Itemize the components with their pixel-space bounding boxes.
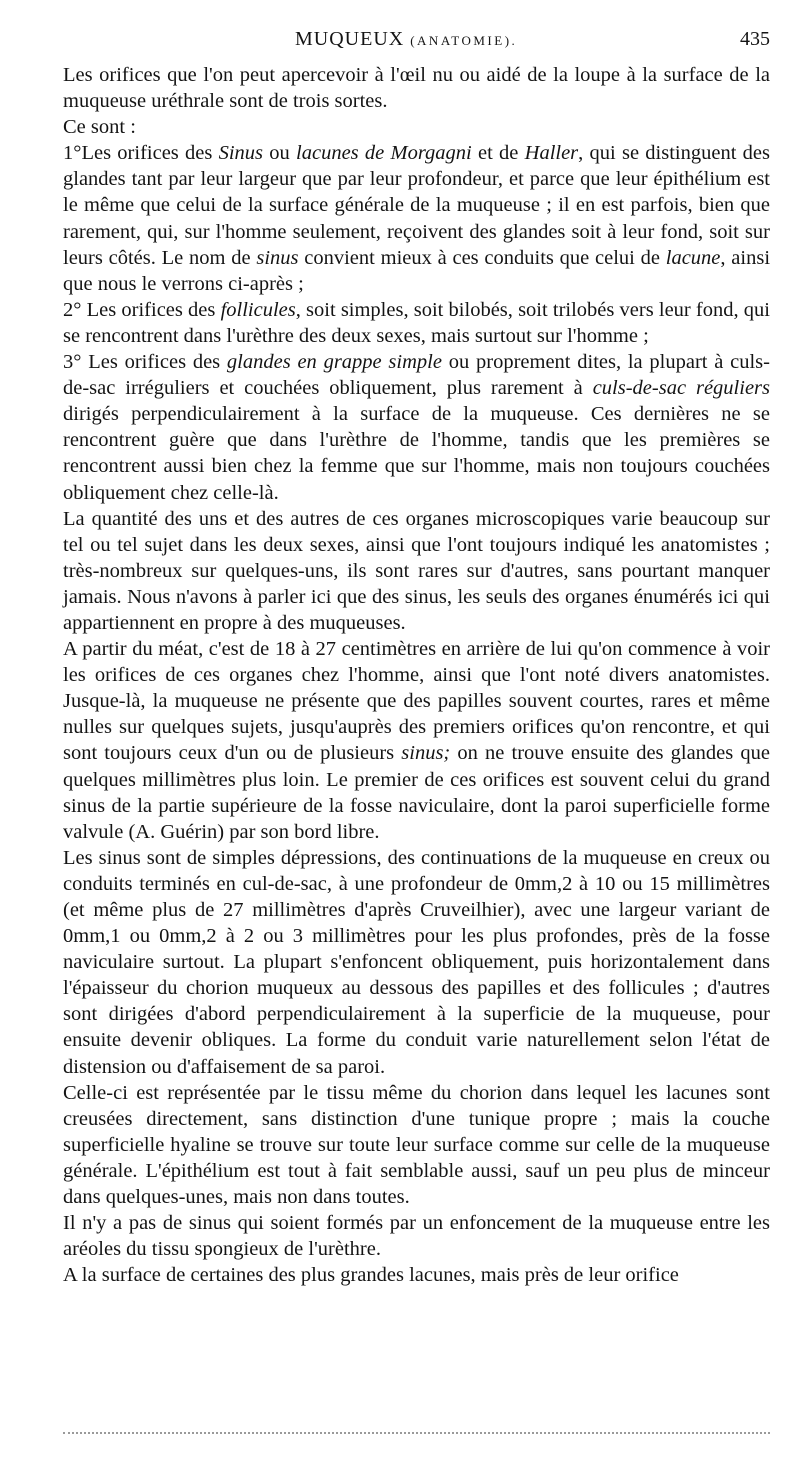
text-run: 3° Les orifices des (63, 351, 227, 374)
paragraph-p4 (63, 297, 770, 349)
italic-term: sinus; (401, 742, 451, 765)
italic-term: glandes en grappe simple (226, 351, 442, 374)
italic-term: sinus (256, 246, 299, 269)
text-run: ou proprement dites, la plupart à culs-de-sac irréguliers et couchées obliquement, plus rarement à (63, 351, 770, 400)
running-title-main: MUQUEUX (295, 28, 405, 50)
text-run: et de (471, 142, 525, 165)
text-run: La quantité des uns et des autres de ces organes microscopiques varie beaucoup sur tel ou tel sujet dans les deux sexes, ainsi que l'ont toujours indiqué les anatomistes ; très-nombreux sur quelques-uns, ils sont rares sur d'autres, sans pourtant manquer jamais. Nous n'avons à parler ici que des sinus, les seuls des organes énumérés ici qui appartiennent en propre à des muqueuses. (63, 507, 770, 634)
text-run: Les orifices que l'on peut apercevoir à l'œil nu ou aidé de la loupe à la surface de la muqueuse uréthrale sont de trois sortes. (63, 64, 770, 113)
page (63, 0, 770, 1475)
paragraph-p3 (63, 140, 770, 297)
running-head (63, 28, 770, 56)
text-run: A la surface de certaines des plus grandes lacunes, mais près de leur orifice (63, 1264, 679, 1287)
text-run: Les sinus sont de simples dépressions, des continuations de la muqueuse en creux ou conduits terminés en cul-de-sac, à une profondeur de 0mm,2 à 10 ou 15 millimètres (et même plus de 27 millimètres d'après Cruveilhier), avec une largeur variant de 0mm,1 ou 0mm,2 à 2 ou 3 millimètres pour les plus profondes, près de la fosse naviculaire surtout. La plupart s'enfoncent obliquement, puis horizontalement dans l'épaisseur du chorion muqueux au dessous des papilles et des follicules ; d'autres sont dirigées d'abord perpendiculairement à la superficie de la muqueuse, pour ensuite devenir obliques. La forme du conduit varie naturellement selon l'état de distension ou d'affaisement de sa paroi. (63, 846, 770, 1078)
italic-term: follicules (220, 298, 296, 321)
text-run: convient mieux à ces conduits que celui de (298, 246, 666, 269)
italic-term: lacunes de Morgagni (296, 142, 472, 165)
paragraph-p10 (63, 1210, 770, 1262)
paragraph-p6 (63, 506, 770, 636)
footer-rule (63, 1432, 770, 1440)
italic-term: Sinus (218, 142, 264, 165)
paragraph-p1 (63, 62, 770, 114)
italic-term: culs-de-sac réguliers (592, 377, 770, 400)
paragraph-p5 (63, 349, 770, 506)
body-text (63, 62, 770, 1288)
italic-term: Haller (524, 142, 579, 165)
text-run: Il n'y a pas de sinus qui soient formés par un enfoncement de la muqueuse entre les aréoles du tissu spongieux de l'urèthre. (63, 1212, 770, 1261)
text-run: Ce sont : (63, 116, 136, 139)
running-title (295, 28, 517, 51)
text-run: ou (263, 142, 297, 165)
text-run: , ainsi que nous le verrons ci-après ; (63, 246, 771, 295)
page-number: 435 (740, 28, 770, 50)
italic-term: lacune (665, 246, 721, 269)
text-run: 1°Les orifices des (63, 142, 219, 165)
text-run: A partir du méat, c'est de 18 à 27 centimètres en arrière de lui qu'on commence à voir les orifices de ces organes chez l'homme, ainsi que l'ont noté divers anatomistes. Jusque-là, la muqueuse ne présente que des papilles souvent courtes, rares et même nulles sur quelques sujets, jusqu'auprès des premiers orifices qu'on rencontre, et qui sont toujours ceux d'un ou de plusieurs (63, 638, 770, 765)
text-run: 2° Les orifices des (63, 298, 221, 321)
paragraph-p11 (63, 1262, 770, 1288)
text-run: , soit simples, soit bilobés, soit trilobés vers leur fond, qui se rencontrent dans l'urèthre des deux sexes, mais surtout sur l'homme ; (63, 298, 770, 347)
text-run: , qui se distinguent des glandes tant par leur largeur que par leur profondeur, et parce que leur épithélium est le même que celui de la surface générale de la muqueuse ; il en est parfois, bien que rarement, qui, sur l'homme seulement, reçoivent des glandes soit à leur fond, soit sur leurs côtés. Le nom de (63, 142, 770, 269)
text-run: Celle-ci est représentée par le tissu même du chorion dans lequel les lacunes sont creusées directement, sans distinction d'une tunique propre ; mais la couche superficielle hyaline se trouve sur toute leur surface comme sur celle de la muqueuse générale. L'épithélium est tout à fait semblable aussi, sauf un peu plus de minceur dans quelques-unes, mais non dans toutes. (63, 1081, 770, 1209)
paragraph-p7 (63, 636, 770, 845)
paragraph-p9 (63, 1080, 770, 1210)
paragraph-p2 (63, 114, 770, 140)
text-run: on ne trouve ensuite des glandes que quelques millimètres plus loin. Le premier de ces orifices est souvent celui du grand sinus de la partie supérieure de la fosse naviculaire, dont la paroi superficielle forme valvule (A. Guérin) par son bord libre. (63, 742, 770, 843)
text-run: dirigés perpendiculairement à la surface de la muqueuse. Ces dernières ne se rencontrent guère que dans l'urèthre de l'homme, tandis que les premières se rencontrent aussi bien chez la femme que sur l'homme, mais non toujours couchées obliquement chez celle-là. (63, 403, 770, 504)
paragraph-p8 (63, 845, 770, 1080)
running-title-sub: (ANATOMIE). (410, 33, 518, 48)
